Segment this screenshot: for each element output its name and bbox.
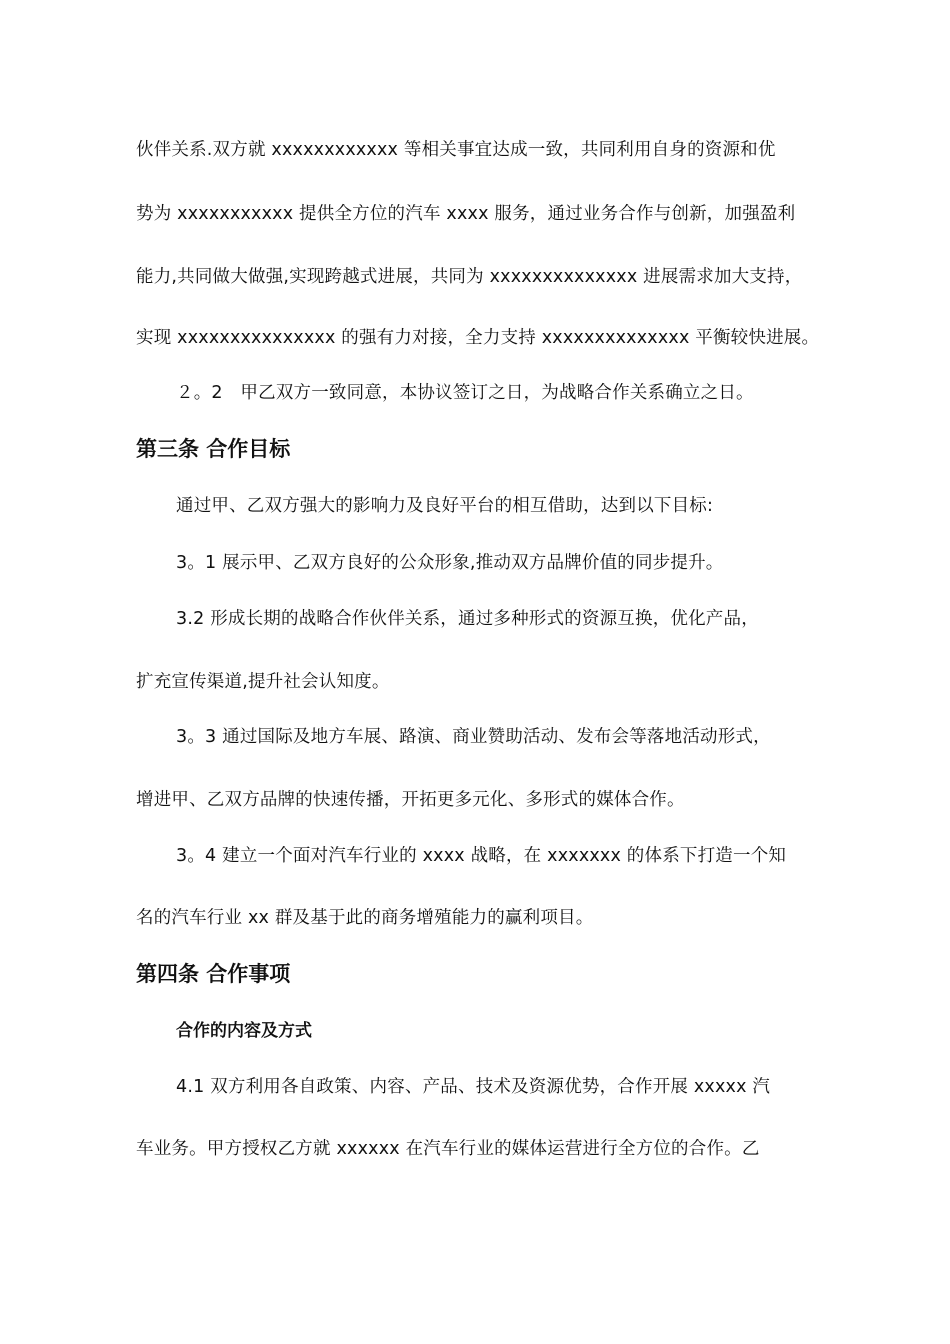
section-heading-article-4: 第四条 合作事项 xyxy=(136,962,291,986)
clause-3-2: 3.2 形成长期的战略合作伙伴关系，通过多种形式的资源互换，优化产品， xyxy=(176,609,759,629)
paragraph-line: 能力,共同做大做强,实现跨越式进展，共同为 xxxxxxxxxxxxxx 进展需求加大支持， xyxy=(136,267,803,287)
section-heading-article-3: 第三条 合作目标 xyxy=(136,437,291,461)
paragraph-line: 名的汽车行业 xx 群及基于此的商务增殖能力的赢利项目。 xyxy=(136,908,594,928)
clause-3-3: 3。3 通过国际及地方车展、路演、商业赞助活动、发布会等落地活动形式， xyxy=(176,727,771,747)
paragraph-line: 伙伴关系.双方就 xxxxxxxxxxxx 等相关事宜达成一致，共同利用自身的资源和优 xyxy=(136,140,776,160)
clause-2-2: ２。2 甲乙双方一致同意，本协议签订之日，为战略合作关系确立之日。 xyxy=(176,383,754,403)
subsection-heading: 合作的内容及方式 xyxy=(176,1021,312,1041)
paragraph-line: 车业务。甲方授权乙方就 xxxxxx 在汽车行业的媒体运营进行全方位的合作。乙 xyxy=(136,1139,760,1159)
clause-4-1: 4.1 双方利用各自政策、内容、产品、技术及资源优势，合作开展 xxxxx 汽 xyxy=(176,1077,771,1097)
paragraph-line: 扩充宣传渠道,提升社会认知度。 xyxy=(136,672,390,692)
clause-3-4: 3。4 建立一个面对汽车行业的 xxxx 战略，在 xxxxxxx 的体系下打造一个知 xyxy=(176,846,787,866)
paragraph-line: 实现 xxxxxxxxxxxxxxx 的强有力对接，全力支持 xxxxxxxxxxxxxx 平衡较快进展。 xyxy=(136,328,820,348)
clause-3-1: 3。1 展示甲、乙双方良好的公众形象,推动双方品牌价值的同步提升。 xyxy=(176,553,724,573)
paragraph-line: 通过甲、乙双方强大的影响力及良好平台的相互借助，达到以下目标: xyxy=(176,496,714,516)
paragraph-line: 增进甲、乙双方品牌的快速传播，开拓更多元化、多形式的媒体合作。 xyxy=(136,790,685,810)
paragraph-line: 势为 xxxxxxxxxxx 提供全方位的汽车 xxxx 服务，通过业务合作与创新，加强盈利 xyxy=(136,204,796,224)
